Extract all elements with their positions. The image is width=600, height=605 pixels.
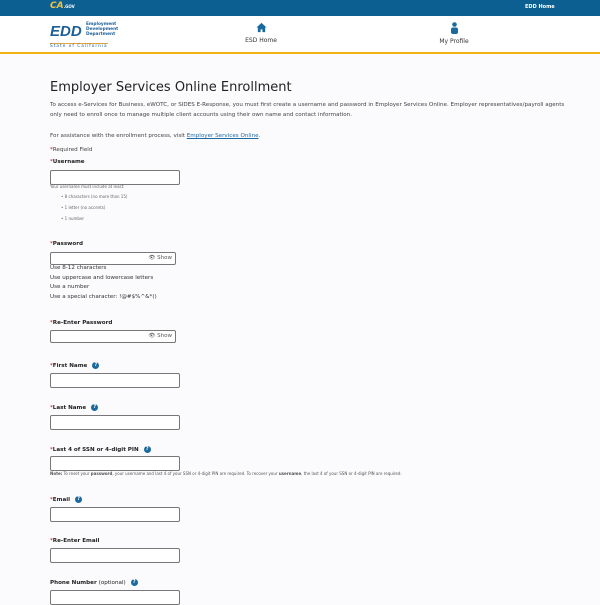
last-name-input[interactable] (50, 415, 180, 430)
top-bar (0, 0, 600, 16)
show-reenter-password-toggle[interactable] (148, 333, 172, 339)
phone-optional: (optional) (98, 580, 126, 586)
ssn-note (50, 471, 402, 476)
ssn-label: *Last 4 of SSN or 4-digit PIN ? (50, 446, 151, 453)
reenter-email-input[interactable] (50, 548, 180, 563)
edd-logo-line2: Development (86, 27, 119, 32)
required-note: *Required Field (50, 147, 93, 153)
email-input[interactable] (50, 507, 180, 522)
edd-logo-abbr: EDD (50, 23, 82, 40)
password-rule: Use a special character: !@#$%^&*() (50, 294, 157, 300)
first-name-input[interactable] (50, 373, 180, 388)
username-input[interactable] (50, 170, 180, 185)
username-rule-text: 1 number (64, 216, 85, 221)
password-rule: Use a number (50, 284, 90, 290)
show-label: Show (157, 333, 172, 339)
show-password-toggle[interactable] (148, 255, 172, 261)
ca-gov-logo-sub: .GOV (63, 4, 75, 9)
password-rule: Use 8-12 characters (50, 265, 107, 271)
first-name-label-text: First Name (52, 363, 88, 369)
note-text: To reset your (62, 471, 91, 476)
required-note-text: Required Field (52, 147, 93, 153)
last-name-label-text: Last Name (52, 405, 87, 411)
reenter-password-input[interactable] (50, 330, 176, 343)
username-rule: • 1 number (61, 216, 85, 221)
email-label-text: Email (52, 497, 71, 503)
phone-label-text: Phone Number (50, 580, 97, 586)
help-icon[interactable]: ? (131, 579, 138, 586)
edd-logo[interactable] (50, 22, 120, 48)
username-rule: • 8 characters (no more than 15) (61, 194, 128, 199)
assistance-text (50, 131, 570, 141)
assistance-prefix: For assistance with the enrollment process, visit (50, 133, 187, 139)
reenter-email-label-text: Re-Enter Email (52, 538, 100, 544)
nav-esd-home-label: ESD Home (245, 37, 277, 44)
password-rule: Use uppercase and lowercase letters (50, 275, 154, 281)
phone-label (50, 579, 138, 586)
username-rule: • 1 letter (no accents) (61, 205, 106, 210)
help-icon[interactable]: ? (144, 446, 151, 453)
show-label: Show (157, 255, 172, 261)
ssn-input[interactable] (50, 456, 180, 471)
nav-my-profile[interactable] (433, 22, 475, 45)
password-input[interactable] (50, 252, 176, 265)
help-icon[interactable]: ? (75, 496, 82, 503)
assistance-suffix: . (258, 133, 261, 139)
reenter-email-label: *Re-Enter Email (50, 538, 100, 544)
nav-esd-home[interactable] (240, 22, 282, 44)
password-label: *Password (50, 241, 83, 247)
last-name-label: *Last Name ? (50, 404, 98, 411)
edd-home-link[interactable]: EDD Home (525, 4, 555, 10)
username-rule-text: 1 letter (no accents) (64, 205, 106, 210)
note-label: Note: (50, 471, 63, 476)
edd-logo-line1: Employment (86, 22, 117, 27)
user-icon (449, 22, 460, 34)
help-icon[interactable]: ? (91, 404, 98, 411)
first-name-label: *First Name ? (50, 362, 99, 369)
edd-logo-line3: Department (86, 32, 116, 37)
home-icon (256, 22, 267, 33)
intro-text: To access e-Services for Business, eWOTC, or SIDES E-Response, you must first create a username and password in Employer Services Online. Employer representatives/payroll agents only need to enroll once to manage multiple client accounts using their own name and contact information. (50, 102, 565, 118)
username-help: Your username must include at least: (50, 184, 125, 189)
eye-icon: 👁 (148, 255, 156, 261)
username-label: *Username (50, 159, 85, 165)
reenter-password-label-text: Re-Enter Password (52, 320, 113, 326)
edd-logo-name (86, 22, 118, 37)
nav-my-profile-label: My Profile (439, 38, 469, 45)
note-bold: password (90, 471, 113, 476)
password-label-text: Password (52, 241, 83, 247)
employer-services-online-link[interactable]: Employer Services Online (186, 133, 259, 139)
eye-icon: 👁 (148, 333, 156, 339)
ca-gov-logo[interactable] (50, 1, 75, 11)
note-bold: username (278, 471, 302, 476)
username-rule-text: 8 characters (no more than 15) (64, 194, 128, 199)
main-nav (0, 16, 600, 54)
email-label: *Email ? (50, 496, 82, 503)
ca-gov-logo-text: CA (50, 1, 64, 11)
help-icon[interactable]: ? (92, 362, 99, 369)
edd-logo-state: State of California (50, 44, 108, 49)
ssn-label-text: Last 4 of SSN or 4-digit PIN (52, 447, 139, 453)
phone-input[interactable] (50, 590, 180, 605)
reenter-password-label: *Re-Enter Password (50, 320, 113, 326)
page-title: Employer Services Online Enrollment (50, 80, 292, 95)
note-text: , the last 4 of your SSN or 4-digit PIN are required. (301, 471, 402, 476)
note-text: , your username and last 4 of your SSN or 4-digit PIN are required. To recover your (112, 471, 279, 476)
username-label-text: Username (52, 159, 85, 165)
